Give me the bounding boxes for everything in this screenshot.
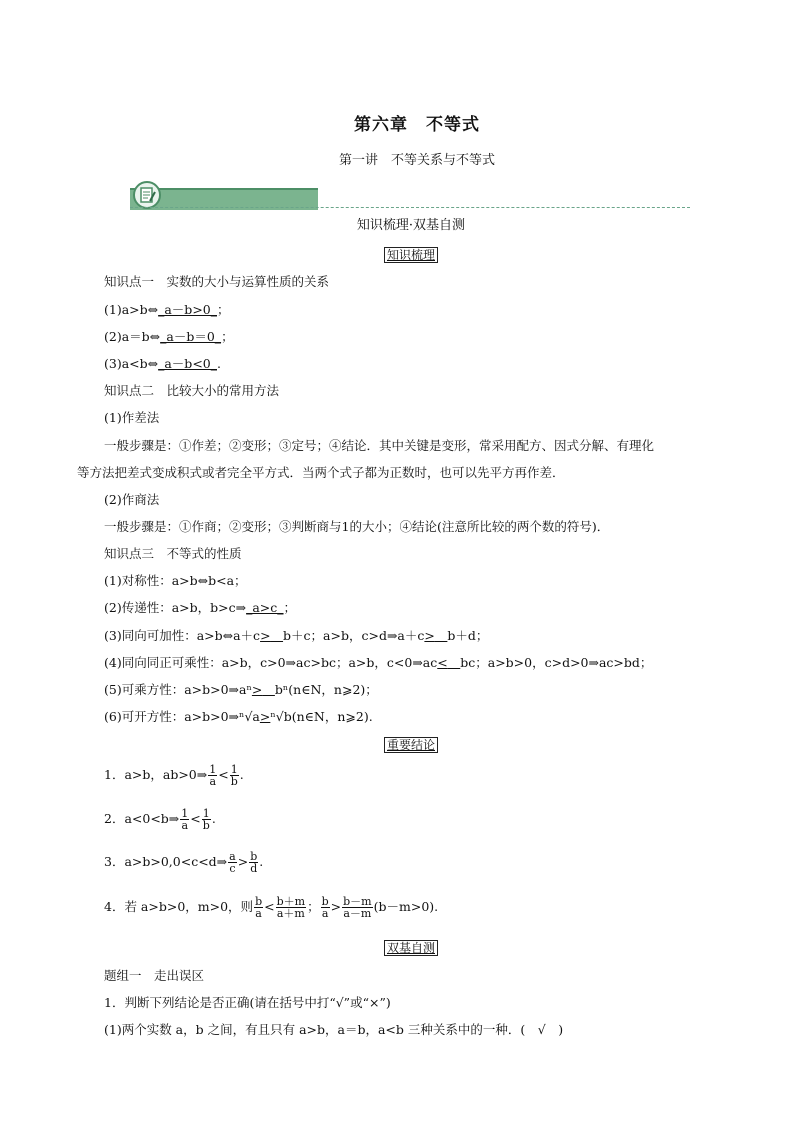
banner-divider <box>130 207 690 208</box>
fraction: $\frac{1}{b}$ <box>230 763 238 788</box>
notebook-pen-icon <box>132 180 162 210</box>
blank-answer: _a>c_ <box>246 600 284 615</box>
fraction: $\frac{1}{a}$ <box>209 763 217 788</box>
point1-line3: (3)a<b⇔_a－b<0_. <box>104 356 221 371</box>
method2-text: 一般步骤是：①作商；②变形；③判断商与1的大小；④结论(注意所比较的两个数的符号)． <box>104 519 610 534</box>
blank-answer: > <box>424 628 435 643</box>
section-heading: 知识梳理·双基自测 <box>356 218 466 233</box>
knowledge-review-heading <box>0 248 794 264</box>
blank-answer: _a－b<0_ <box>158 356 217 371</box>
property-symmetry: (1)对称性：a>b⇔b<a； <box>104 573 247 588</box>
conclusion-1: 1．a>b，ab>0⇒ $\frac{1}{a}$ < $\frac{1}{b}$ . <box>104 763 244 788</box>
blank-answer: _a－b>0_ <box>158 302 217 317</box>
blank-answer: > <box>260 628 271 643</box>
property-root: (6)可开方性：a>b>0⇒ⁿ√a>ⁿ√b(n∈N，n⩾2). <box>104 709 373 724</box>
method2-title: (2)作商法 <box>104 492 160 507</box>
method1-text-line2: 等方法把差式变成积式或者完全平方式．当两个式子都为正数时，也可以先平方再作差． <box>77 465 565 480</box>
group-title: 题组一 走出误区 <box>104 968 205 983</box>
fraction: $\frac{b}{d}$ <box>250 850 258 875</box>
property-additivity: (3)同向可加性：a>b⇔a＋c> b＋c；a>b，c>d⇒a＋c> b＋d； <box>104 628 489 643</box>
root-b: ⁿ√b <box>270 709 292 724</box>
blank-answer: < <box>437 655 448 670</box>
fraction: $\frac{b}{a}$ <box>321 895 329 920</box>
fraction: $\frac{b}{a}$ <box>255 895 263 920</box>
knowledge-review-box-title: 知识梳理 <box>384 247 438 263</box>
important-conclusions-box-title: 重要结论 <box>384 737 438 753</box>
fraction: $\frac{b-m}{a-m}$ <box>343 895 372 920</box>
conclusion-3: 3．a>b>0,0<c<d⇒ $\frac{a}{c}$ > $\frac{b}{d}$ . <box>104 850 264 875</box>
fraction: $\frac{b+m}{a+m}$ <box>276 895 306 920</box>
point3-title: 知识点三 不等式的性质 <box>104 546 242 561</box>
point2-title: 知识点二 比较大小的常用方法 <box>104 383 280 398</box>
property-multiplicativity: (4)同向同正可乘性：a>b，c>0⇒ac>bc；a>b，c<0⇒ac< bc；a>b>0，c>d>0⇒ac>bd； <box>104 655 653 670</box>
conclusion-4: 4．若 a>b>0，m>0，则 $\frac{b}{a}$ < $\frac{b+m}{a+m}$ ； $\frac{b}{a}$ > $\frac{b-m}{a-m}$ (b－m>0). <box>104 895 439 920</box>
blank-answer: > <box>251 682 263 697</box>
self-test-box-title: 双基自测 <box>384 940 438 956</box>
property-power: (5)可乘方性：a>b>0⇒aⁿ> bⁿ(n∈N，n⩾2)； <box>104 682 378 697</box>
conclusion-2: 2．a<0<b⇒ $\frac{1}{a}$ < $\frac{1}{b}$ . <box>104 807 216 832</box>
fraction: $\frac{1}{b}$ <box>202 807 210 832</box>
question-1: 1．判断下列结论是否正确(请在括号中打“√”或“×”) <box>104 995 391 1010</box>
method1-text-line1: 一般步骤是：①作差；②变形；③定号；④结论．其中关键是变形，常采用配方、因式分解、有理化 <box>104 438 655 453</box>
method1-title: (1)作差法 <box>104 410 160 425</box>
point1-line1: (1)a>b⇔_a－b>0_； <box>104 302 230 317</box>
chapter-title: 第六章 不等式 <box>354 115 480 135</box>
root-a: ⁿ√a <box>239 709 260 724</box>
question-1-item-1: (1)两个实数 a，b 之间，有且只有 a>b，a＝b，a<b 三种关系中的一种．( √ ) <box>104 1022 564 1037</box>
important-conclusions-heading <box>0 738 794 754</box>
point1-line2: (2)a＝b⇔_a－b＝0_； <box>104 329 234 344</box>
blank-answer: _a－b＝0_ <box>160 329 222 344</box>
lecture-title: 第一讲 不等关系与不等式 <box>338 153 495 168</box>
property-transitivity: (2)传递性：a>b，b>c⇒_a>c_； <box>104 600 297 615</box>
blank-answer: > <box>259 709 271 724</box>
self-test-heading <box>0 941 794 957</box>
fraction: $\frac{1}{a}$ <box>181 807 189 832</box>
fraction: $\frac{a}{c}$ <box>229 850 236 875</box>
point1-title: 知识点一 实数的大小与运算性质的关系 <box>104 274 330 289</box>
